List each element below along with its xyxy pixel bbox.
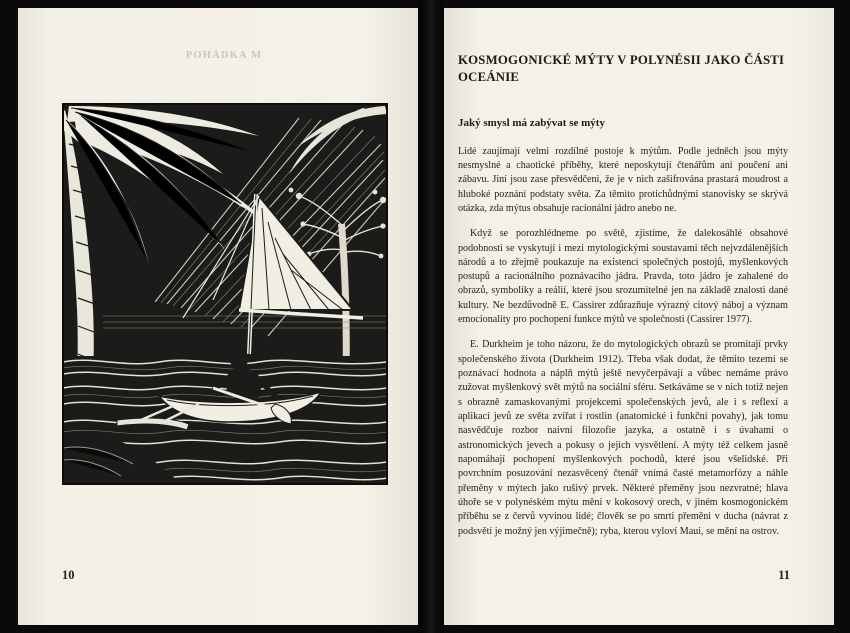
chapter-title: KOSMOGONICKÉ MÝTY V POLYNÉSII JAKO ČÁSTI OCEÁNIE (458, 53, 785, 85)
body-paragraph: Lidé zaujímají velmi rozdílné postoje k mýtům. Podle jedněch jsou mýty nesmyslné a chaotické příběhy, které neposkytují čtenářům ani poučení ani zábavu. Jiní jsou zase přesvědčeni, že je v nich zašifrována prastará moudrost a hluboké poznání podstaty světa. Za těmito protichůdnými stanovisky se skrývá otázka, zda mýtus obsahuje racionální jádro anebo ne. (458, 145, 788, 214)
woodcut-illustration (62, 103, 388, 485)
section-heading: Jaký smysl má zabývat se mýty (458, 116, 605, 129)
running-head-ghost: POHÁDKA M (185, 50, 263, 61)
body-paragraph: Když se porozhlédneme po světě, zjistíme, že dalekosáhlé obsahové podobnosti se vyskytují i mezi mytologickými soustavami těch nejvzdálenějších národů a to zřejmě poukazuje na existenci společných postojů, myšlenkových postupů a racionálního poznávacího jádra. Pravda, toto jádro je zahalené do obrazů, symboliky a reálií, které jsou srozumitelné jen na základě znalosti dané kultury. Ne bezdůvodně E. Cassirer zdůrazňuje výrazný citový náboj a význam emocionality pro pochopení funkce mýtů ve společnosti (Cassirer 1977). (458, 228, 788, 326)
body-paragraph: E. Durkheim je toho názoru, že do mytologických obrazů se promítají prvky společenského života (Durkheim 1912). Třeba však dodat, že těmito tezemi se poznávací hodnota a náplň mýtů ještě nevyčerpávají a vůbec nemáme právo zužovat myšlenkový svět mýtů na sociální sféru. Setkáváme se v nich totiž nejen s obrazně zamaskovanými projekcemi společenských jevů, ale i s reflexí a aplikací jevů ze světa zvířat i rostlin (anatomické i funkční povahy), jak tomu nasvědčuje rozbor naivní filozofie jazyka, a ostatně i s úvahami o astronomických jevech a pokusy o jejich vysvětlení. A mýty též celkem jasně napomáhají pochopení myšlenkových pochodů, které jsou všelidské. Při povrchním posuzování nezasvěcený čtenář vnímá časté metamorfózy a náhle přeměny v mýtech jako rušivý prvek. Některé přeměny jsou nezvratné; hlava úhoře se v polynéském mýtu mění v kokosový orech, v jiném kosmogonickém příběhu se z červů vyvinou lidé; člověk se po smrti přeměni v ducha (návrat z podsvětí je možný jen výjimečně); ryba, kterou vyloví Maui, se mění na ostrov. (458, 339, 788, 537)
page-number-left: 10 (62, 568, 75, 582)
page-number-right: 11 (778, 568, 790, 582)
right-page (434, 8, 834, 625)
left-page (18, 8, 430, 625)
book-gutter (418, 0, 444, 633)
woodcut-outrigger-canoe-icon (63, 104, 387, 484)
